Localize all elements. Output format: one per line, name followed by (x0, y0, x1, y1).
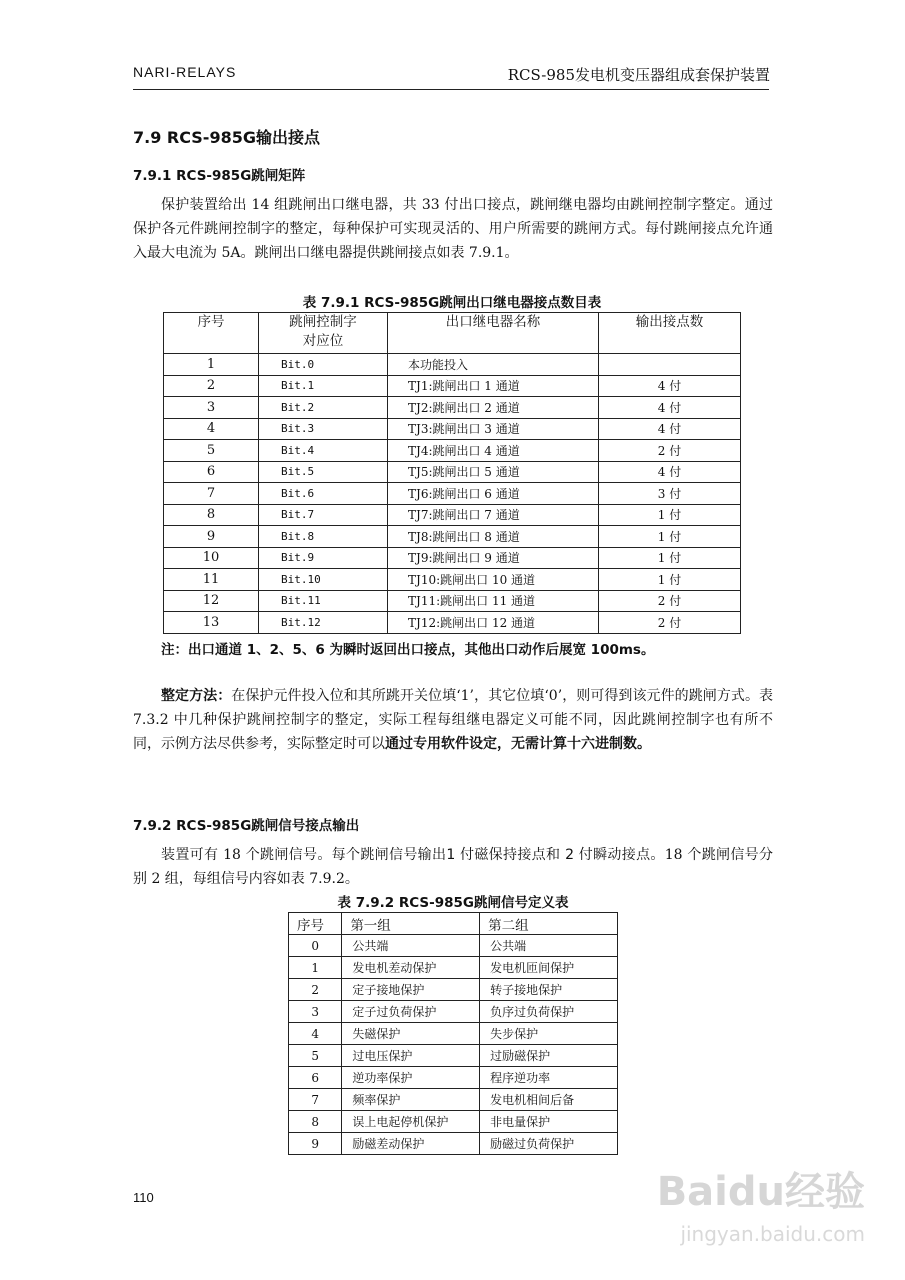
cell-relay: TJ8:跳闸出口 8 通道 (388, 526, 599, 548)
cell-group1: 公共端 (342, 935, 480, 957)
cell-index: 2 (289, 979, 342, 1001)
table-row (164, 569, 741, 591)
col-header-count: 输出接点数 (599, 313, 741, 354)
section-title: 7.9 RCS-985G输出接点 (133, 128, 320, 147)
table-trip-relays (163, 312, 741, 634)
cell-index: 1 (164, 354, 259, 376)
paragraph-signals (133, 843, 773, 891)
cell-index: 10 (164, 547, 259, 569)
cell-count: 2 付 (599, 612, 741, 634)
table-row (164, 547, 741, 569)
cell-relay: TJ3:跳闸出口 3 通道 (388, 418, 599, 440)
subsection-title-1: 7.9.1 RCS-985G跳闸矩阵 (133, 168, 306, 184)
table-row (289, 1045, 618, 1067)
cell-count: 1 付 (599, 526, 741, 548)
col-header-bit-line1: 跳闸控制字 (289, 314, 357, 330)
cell-group2: 发电机相间后备 (480, 1089, 618, 1111)
cell-group2: 转子接地保护 (480, 979, 618, 1001)
signals-text-a: 装置可有 18 个跳闸信号。每个跳闸信号输出 (161, 847, 447, 863)
cell-bit: Bit.12 (259, 612, 388, 634)
cell-index: 5 (289, 1045, 342, 1067)
cell-index: 9 (164, 526, 259, 548)
cell-index: 6 (289, 1067, 342, 1089)
cell-bit: Bit.11 (259, 590, 388, 612)
cell-group2: 发电机匝间保护 (480, 957, 618, 979)
cell-count: 2 付 (599, 440, 741, 462)
cell-index: 7 (289, 1089, 342, 1111)
cell-count: 2 付 (599, 590, 741, 612)
cell-group1: 过电压保护 (342, 1045, 480, 1067)
cell-bit: Bit.3 (259, 418, 388, 440)
cell-bit: Bit.1 (259, 375, 388, 397)
header-right-title: RCS-985发电机变压器组成套保护装置 (507, 66, 770, 84)
cell-index: 0 (289, 935, 342, 957)
cell-group1: 失磁保护 (342, 1023, 480, 1045)
setting-bold-tail: 通过专用软件设定，无需计算十六进制数。 (385, 736, 651, 752)
cell-relay: TJ11:跳闸出口 11 通道 (388, 590, 599, 612)
subsection-title-2: 7.9.2 RCS-985G跳闸信号接点输出 (133, 818, 360, 834)
table-row (164, 504, 741, 526)
table-row (289, 1067, 618, 1089)
cell-count: 1 付 (599, 569, 741, 591)
table-row (289, 935, 618, 957)
cell-index: 6 (164, 461, 259, 483)
cell-group1: 逆功率保护 (342, 1067, 480, 1089)
table-row (289, 957, 618, 979)
table-row (164, 354, 741, 376)
cell-count (599, 354, 741, 376)
cell-bit: Bit.6 (259, 483, 388, 505)
col-header-relay: 出口继电器名称 (388, 313, 599, 354)
cell-bit: Bit.7 (259, 504, 388, 526)
col2-header-group1: 第一组 (342, 913, 480, 935)
cell-group1: 误上电起停机保护 (342, 1111, 480, 1133)
cell-index: 1 (289, 957, 342, 979)
cell-count: 1 付 (599, 504, 741, 526)
table1-body (164, 354, 741, 634)
cell-group2: 负序过负荷保护 (480, 1001, 618, 1023)
cell-relay: TJ7:跳闸出口 7 通道 (388, 504, 599, 526)
cell-index: 8 (164, 504, 259, 526)
paragraph-setting (133, 684, 773, 756)
header-divider (133, 89, 769, 90)
cell-relay: TJ12:跳闸出口 12 通道 (388, 612, 599, 634)
cell-bit: Bit.0 (259, 354, 388, 376)
table-row (164, 397, 741, 419)
table-row (289, 1111, 618, 1133)
table1-note: 注：出口通道 1、2、5、6 为瞬时返回出口接点，其他出口动作后展宽 100ms。 (161, 642, 655, 658)
cell-group2: 励磁过负荷保护 (480, 1133, 618, 1155)
cell-group1: 励磁差动保护 (342, 1133, 480, 1155)
col-header-bit-line2: 对应位 (302, 333, 344, 349)
signals-text-b: 1 付磁保持接点和 2 付瞬动接点。 (446, 847, 665, 863)
cell-count: 1 付 (599, 547, 741, 569)
cell-count: 4 付 (599, 397, 741, 419)
cell-group2: 失步保护 (480, 1023, 618, 1045)
cell-index: 2 (164, 375, 259, 397)
cell-relay: TJ9:跳闸出口 9 通道 (388, 547, 599, 569)
table-row (289, 979, 618, 1001)
cell-group1: 发电机差动保护 (342, 957, 480, 979)
cell-index: 13 (164, 612, 259, 634)
table2-caption: 表 7.9.2 RCS-985G跳闸信号定义表 (337, 895, 569, 911)
cell-bit: Bit.4 (259, 440, 388, 462)
table-header-row (164, 313, 741, 354)
cell-index: 3 (164, 397, 259, 419)
table-row (289, 1001, 618, 1023)
table-row (289, 1023, 618, 1045)
watermark-logo: Baidu经验 (656, 1169, 865, 1215)
col2-header-index: 序号 (289, 913, 342, 935)
col-header-index: 序号 (164, 313, 259, 354)
table-row (164, 440, 741, 462)
table-row (289, 1089, 618, 1111)
table-row (164, 461, 741, 483)
paragraph-intro: 保护装置给出 14 组跳闸出口继电器，共 33 付出口接点，跳闸继电器均由跳闸控制字整定。通过保护各元件跳闸控制字的整定，每种保护可实现灵活的、用户所需要的跳闸方式。每付跳闸接点允许通入最大电流为 5A。跳闸出口继电器提供跳闸接点如表 7.9.1。 (133, 197, 773, 261)
watermark (615, 1160, 865, 1260)
cell-group2: 非电量保护 (480, 1111, 618, 1133)
cell-relay: TJ5:跳闸出口 5 通道 (388, 461, 599, 483)
cell-group1: 定子过负荷保护 (342, 1001, 480, 1023)
setting-label: 整定方法： (161, 688, 232, 704)
col-header-bit (259, 313, 388, 354)
cell-bit: Bit.10 (259, 569, 388, 591)
table-row (164, 418, 741, 440)
cell-bit: Bit.2 (259, 397, 388, 419)
cell-relay: 本功能投入 (388, 354, 599, 376)
table-row (164, 526, 741, 548)
cell-relay: TJ2:跳闸出口 2 通道 (388, 397, 599, 419)
cell-index: 11 (164, 569, 259, 591)
cell-count: 4 付 (599, 461, 741, 483)
table2-header-row (289, 913, 618, 935)
cell-index: 9 (289, 1133, 342, 1155)
cell-index: 12 (164, 590, 259, 612)
cell-index: 8 (289, 1111, 342, 1133)
cell-index: 3 (289, 1001, 342, 1023)
cell-index: 4 (164, 418, 259, 440)
cell-index: 7 (164, 483, 259, 505)
cell-index: 5 (164, 440, 259, 462)
page-number: 110 (133, 1190, 154, 1205)
col2-header-group2: 第二组 (480, 913, 618, 935)
cell-group2: 公共端 (480, 935, 618, 957)
header-left-brand: NARI-RELAYS (133, 64, 237, 80)
cell-relay: TJ10:跳闸出口 10 通道 (388, 569, 599, 591)
table1-caption: 表 7.9.1 RCS-985G跳闸出口继电器接点数目表 (302, 295, 602, 311)
table-row (164, 612, 741, 634)
cell-group1: 频率保护 (342, 1089, 480, 1111)
cell-group2: 程序逆功率 (480, 1067, 618, 1089)
cell-bit: Bit.8 (259, 526, 388, 548)
cell-relay: TJ1:跳闸出口 1 通道 (388, 375, 599, 397)
cell-group2: 过励磁保护 (480, 1045, 618, 1067)
table-row (164, 590, 741, 612)
cell-bit: Bit.5 (259, 461, 388, 483)
table2-body (289, 935, 618, 1155)
watermark-url: jingyan.baidu.com (680, 1222, 865, 1246)
table-row (164, 483, 741, 505)
cell-relay: TJ6:跳闸出口 6 通道 (388, 483, 599, 505)
cell-count: 3 付 (599, 483, 741, 505)
cell-index: 4 (289, 1023, 342, 1045)
cell-group1: 定子接地保护 (342, 979, 480, 1001)
setting-text: 在保护元件投入位和其所跳开关位填‘1’，其它位填‘0’，则可得到该元件的跳闸方式。表 7.3.2 中几种保护跳闸控制字的整定，实际工程每组继电器定义可能不同，因此跳闸控制字也有所不同，示例方法尽供参考，实际整定时可以 (133, 688, 774, 752)
cell-count: 4 付 (599, 375, 741, 397)
table-row (164, 375, 741, 397)
signals-text-c: 18 个跳闸信号分别 2 组，每组信号内容如表 7.9.2。 (133, 847, 774, 887)
cell-relay: TJ4:跳闸出口 4 通道 (388, 440, 599, 462)
cell-bit: Bit.9 (259, 547, 388, 569)
table-trip-signals (288, 912, 618, 1155)
cell-count: 4 付 (599, 418, 741, 440)
table-row (289, 1133, 618, 1155)
